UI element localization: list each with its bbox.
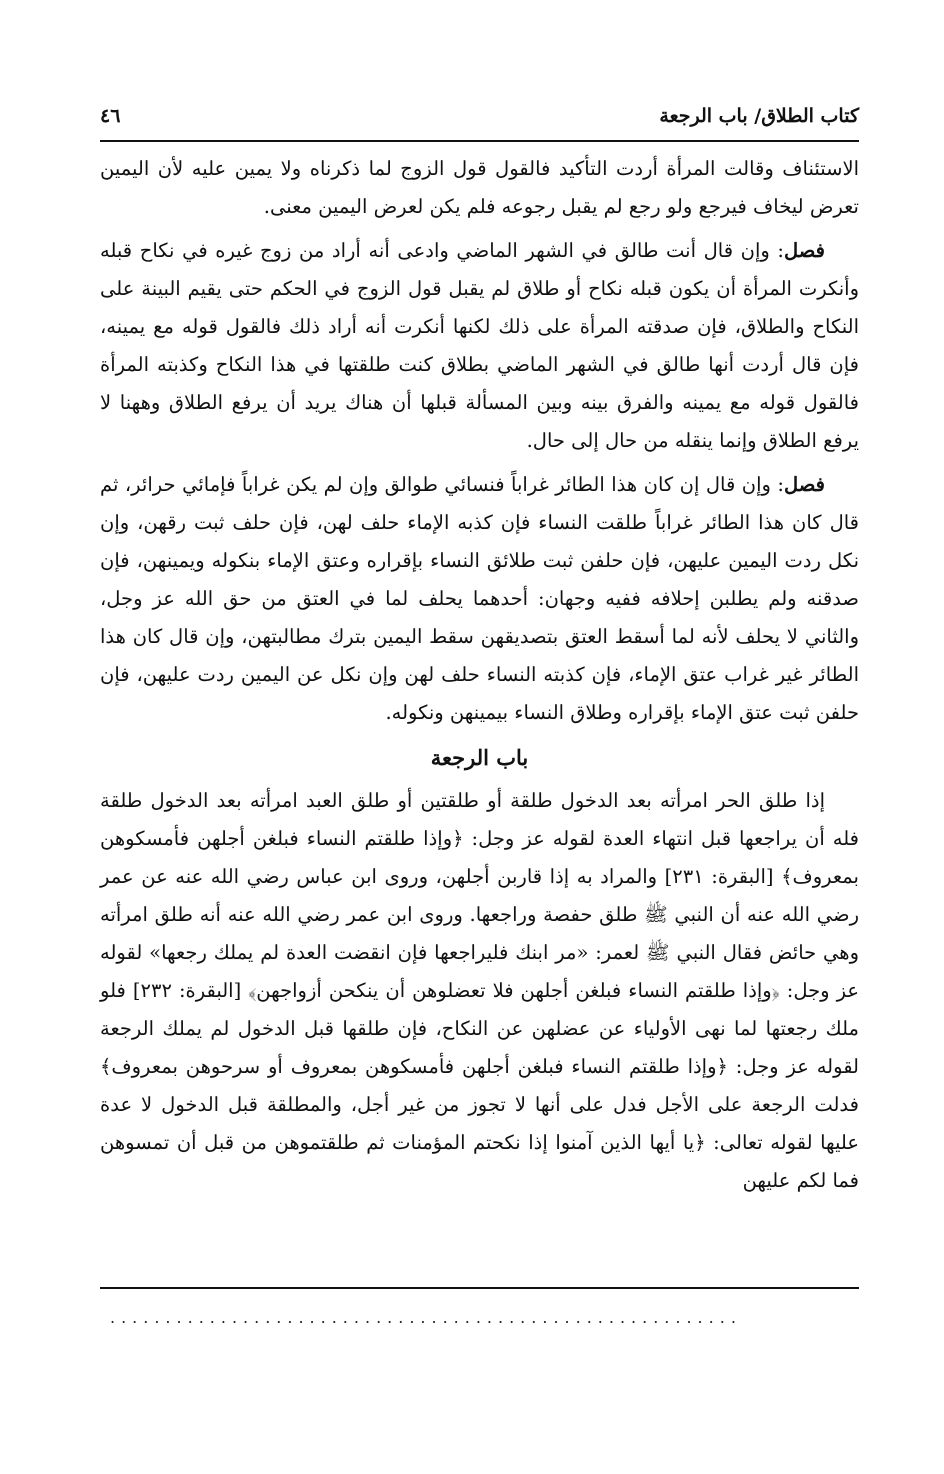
footnote-rule	[100, 1287, 859, 1289]
fasl-heading: فصل	[784, 239, 825, 262]
fasl-heading: فصل	[784, 473, 825, 496]
main-text	[100, 150, 859, 1206]
section-paragraph-text: إذا طلق الحر امرأته بعد الدخول طلقة أو طلقتين أو طلق العبد امرأته بعد الدخول طلقة فله أن يراجعها قبل انتهاء العدة لقوله عز وجل: ﴿وإذا طلقتم النساء فبلغن أجلهن فأمسكوهن بمعروف﴾ [البقرة: ٢٣١] والمراد به إذا قاربن أجلهن، وروى ابن عباس رضي الله عنه عن عمر رضي الله عنه أن النبي ﷺ طلق حفصة وراجعها. وروى ابن عمر رضي الله عنه أنه طلق امرأته وهي حائض فقال النبي ﷺ لعمر: «مر ابنك فليراجعها فإن انقضت العدة لم يملك رجعها» لقوله عز وجل: ﴿وإذا طلقتم النساء فبلغن أجلهن فلا تعضلوهن أن ينكحن أزواجهن﴾ [البقرة: ٢٣٢] فلو ملك رجعتها لما نهى الأولياء عن عضلهن عن النكاح، فإن طلقها قبل الدخول لم يملك الرجعة لقوله عز وجل: ﴿وإذا طلقتم النساء فبلغن أجلهن فأمسكوهن بمعروف أو سرحوهن بمعروف﴾ فدلت الرجعة على الأجل فدل على أنها لا تجوز من غير أجل، والمطلقة قبل الدخول لا عدة عليها لقوله تعالى: ﴿يا أيها الذين آمنوا إذا نكحتم المؤمنات ثم طلقتموهن من قبل أن تمسوهن فما لكم عليهن	[100, 789, 859, 1192]
running-title: كتاب الطلاق/ باب الرجعة	[659, 105, 859, 127]
footnote-dots: .........................................................	[110, 1308, 742, 1327]
paragraph-1-text: الاستئناف وقالت المرأة أردت التأكيد فالقول قول الزوج لما ذكرناه ولا يمين عليه لأن اليمين تعرض ليخاف فيرجع ولو رجع لم يقبل رجوعه فلم يكن لعرض اليمين معنى.	[100, 157, 859, 218]
paragraph-1	[100, 150, 859, 226]
section-title: باب الرجعة	[430, 745, 529, 770]
header-rule	[100, 140, 859, 142]
paragraph-2-text: : وإن قال أنت طالق في الشهر الماضي وادعى أنه أراد من زوج غيره في نكاح قبله وأنكرت المرأة أن يكون قبله نكاح أو طلاق لم يقبل قول الزوج في الحكم حتى يقيم البينة على النكاح والطلاق، فإن صدقته المرأة على ذلك لكنها أنكرت أنه أراد ذلك فالقول قوله مع يمينه، فإن قال أردت أنها طالق في الشهر الماضي بطلاق كنت طلقتها في هذا النكاح وكذبته المرأة فالقول قوله مع يمينه والفرق بينه وبين المسألة قبلها أن هناك يريد أن يرفع الطلاق وههنا لا يرفع الطلاق وإنما ينقله من حال إلى حال.	[100, 239, 859, 452]
paragraph-3-text: : وإن قال إن كان هذا الطائر غراباً فنسائي طوالق وإن لم يكن غراباً فإمائي حرائر، ثم قال كان هذا الطائر غراباً طلقت النساء فإن كذبه الإماء حلف لهن، فإن حلف ثبت رقهن، وإن نكل ردت اليمين عليهن، فإن حلفن ثبت طلائق النساء بإقراره وعتق الإماء بنكوله ويمينهن، فإن صدقنه ولم يطلبن إحلافه ففيه وجهان: أحدهما يحلف لما في العتق من حق الله عز وجل، والثاني لا يحلف لأنه لما أسقط العتق بتصديقهن سقط اليمين بترك مطالبتهن، وإن قال كان هذا الطائر غير غراب عتق الإماء، فإن كذبته النساء حلف لهن وإن نكل عن اليمين ردت عليهن، فإن حلفن ثبت عتق الإماء بإقراره وطلاق النساء بيمينهن ونكوله.	[100, 473, 859, 724]
running-header	[100, 96, 859, 136]
page-number: ٤٦	[100, 105, 121, 127]
paragraph-3	[100, 466, 859, 732]
paragraph-2	[100, 232, 859, 460]
section-paragraph	[100, 782, 859, 1200]
